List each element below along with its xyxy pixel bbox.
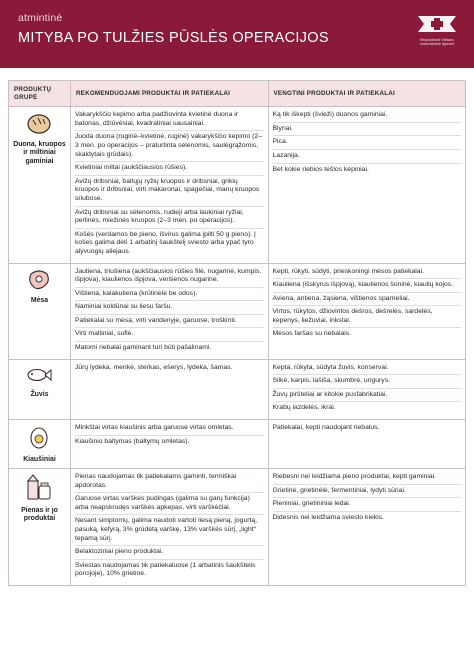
product-group-cell: [9, 420, 71, 469]
product-group-cell: [9, 107, 71, 263]
list-item: Didesnis nei leidžiama sviesto kiekis.: [272, 513, 384, 521]
list-item: Jūrų lydeka, menkė, sterkas, ešerys, lydeka, šamas.: [74, 363, 233, 371]
list-item: Mėsos faršas su riebalais.: [272, 330, 352, 338]
list-item: Virti maltiniai, suflė.: [75, 328, 264, 342]
list-item: Avižų dribsniai, baltųjų ryžių kruopos ir dribsniai, grikių kruopos ir dribsniai, virti makaronai, spagečiai, manų kruopos sriubose.: [75, 176, 264, 207]
meat-icon: [13, 268, 66, 296]
recommended-cell: [70, 469, 268, 586]
list-item: Vištiena, kalakutiena (krūtinėlė be odos).: [75, 288, 264, 302]
list-item: Bet kokie riebios tešlos kepiniai.: [272, 165, 369, 173]
list-item: Kiauliena (išskyrus išpjovą), kiaulienos šoninė, kiaulių kojos.: [273, 279, 462, 293]
list-item: Garuose virtas varškės pudingas (galima su garų funkcija) arba neapskrudęs varškės apkepas, virti varškėčiai.: [75, 493, 264, 515]
list-item: Nesant simptomų, galima naudoti vartoti liesą pieną, jogurtą, pasuką, kefyrą, 3% grūdėtą varškę, 13% varškės sūrį, „light“ tepamą sūrį.: [75, 515, 264, 546]
list-item: Juoda duona (ruginė–kvietinė, ruginė) vakarykščio kepimo (2–3 mėn. po operacijos – praturtinta sėlenomis, saulėgrąžomis, skaldytais grūdais).: [75, 131, 264, 162]
bread-icon: [13, 111, 66, 139]
header-avoid: VENGTINI PRODUKTAI IR PATIEKALAI: [268, 81, 466, 107]
list-item: Pienas naudojamas tik patiekalams gaminti, termiškai apdorotas.: [75, 471, 264, 493]
header-recommended: REKOMENDUOJAMI PRODUKTAI IR PATIEKALAI: [70, 81, 268, 107]
avoid-cell: [268, 107, 466, 263]
header-group: PRODUKTŲ GRUPĖ: [9, 81, 71, 107]
list-item: Patiekalai, kepti naudojant riebalus.: [272, 424, 380, 432]
avoid-cell: [268, 263, 466, 359]
list-item: Grietinė, grietinėlė, fermentiniai, lydyti sūriai.: [273, 485, 462, 499]
avoid-cell: [268, 359, 466, 419]
avoid-cell: [268, 420, 466, 469]
table-row: [9, 420, 466, 469]
list-item: Pica.: [273, 136, 462, 150]
food-table: [8, 80, 466, 586]
hospital-logo-icon: [414, 10, 460, 38]
list-item: Kvietiniai miltai (aukščiausios rūšies).: [75, 162, 264, 176]
list-item: Vakarykščio kepimo arba padžiovinta kvietinė duona ir batonas, džiūvėsiai, kvadratiniai sausainiai.: [75, 109, 264, 131]
list-item: Pieniniai, grietininiai ledai.: [273, 498, 462, 512]
table-row: [9, 263, 466, 359]
table-row: [9, 469, 466, 586]
list-item: Minkštai virtas kiaušinis arba garuose virtas omletas.: [75, 422, 264, 436]
milk-icon: [13, 473, 66, 505]
hospital-name: Respublikinė Vilniaus universitetinė ligoninė: [419, 38, 455, 47]
table-header-row: [9, 81, 466, 107]
product-group-cell: [9, 263, 71, 359]
egg-icon: [13, 424, 66, 454]
table-row: [9, 107, 466, 263]
list-item: Belaktoziniai pieno produktai.: [75, 546, 264, 560]
list-item: Avižų dribsniai su sėlenomis, rudieji arba laukiniai ryžiai, perlinės, miežinės kruopos (2–3 mėn. po operacijos).: [75, 207, 264, 229]
product-group-label: Mėsa: [30, 297, 49, 305]
list-item: Naminiai koldūnai su liesu faršu.: [75, 301, 264, 315]
fish-icon: [13, 364, 66, 390]
list-item: Aviena, antiena, žąsiena, vištienos sparneliai.: [273, 293, 462, 307]
recommended-cell: [70, 420, 268, 469]
page-title: MITYBA PO TULŽIES PŪSLĖS OPERACIJOS: [18, 30, 329, 46]
list-item: Košės (verdamos be pieno, išvirus galima įpilti 50 g pieno). Į košes galima dėti 1 arbatinį šaukštelį sviesto arba ypač tyro alyvuogių aliejaus.: [74, 230, 256, 255]
page-subtitle: atmintinė: [18, 12, 63, 24]
list-item: Kiaušinio baltymas (baltymų omletas).: [74, 437, 190, 445]
avoid-cell: [268, 469, 466, 586]
product-group-label: Pienas ir jo produktai: [21, 506, 58, 523]
list-item: Kepta, rūkyta, sūdyta žuvis, konservai.: [273, 362, 462, 376]
hospital-logo: [414, 10, 460, 58]
product-group-label: Duona, kruopos ir miltiniai gaminiai: [13, 140, 66, 165]
list-item: Ką tik iškepti (švieži) duonos gaminiai.: [273, 109, 462, 123]
page-header: [0, 0, 474, 68]
list-item: Krabų lazdelės, ikrai.: [272, 404, 336, 412]
table-row: [9, 359, 466, 419]
product-group-cell: [9, 469, 71, 586]
recommended-cell: [70, 107, 268, 263]
list-item: Patiekalai su mėsa, virti vandenyje, garuose, troškinti.: [75, 315, 264, 329]
list-item: Riebesni nei leidžiama pieno produktai, kepti gaminiai.: [273, 471, 462, 485]
recommended-cell: [70, 359, 268, 419]
product-group-cell: [9, 359, 71, 419]
list-item: Lazanija.: [273, 150, 462, 164]
product-group-label: Žuvis: [30, 391, 49, 399]
recommended-cell: [70, 263, 268, 359]
list-item: Sviestas naudojamas tik patiekaluose (1 arbatinis šaukštelis porcijoje), 10% grietinė.: [74, 561, 256, 578]
list-item: Jautiena, triušiena (aukščiausios rūšies filė, nugarinė, kumpis, išpjova), kiaulienos išpjova, veršienos nugarinė.: [75, 266, 264, 288]
list-item: Kepti, rūkyti, sūdyti, prieskoningi mėsos patiekalai.: [273, 266, 462, 280]
list-item: Matomi riebalai gaminant turi būti pašalinami.: [74, 344, 212, 352]
list-item: Blynai.: [273, 123, 462, 137]
list-item: Silkė, karpis, lašiša, skumbrė, ungurys.: [273, 375, 462, 389]
list-item: Žuvų piršteliai ar kitokie pusfabrikatiai.: [273, 389, 462, 403]
product-group-label: Kiaušiniai: [23, 455, 56, 463]
list-item: Virtos, rūkytos, džiovintos dešros, dešrelės, sardelės, kepenys, liežuviai, inkstai.: [273, 306, 462, 328]
